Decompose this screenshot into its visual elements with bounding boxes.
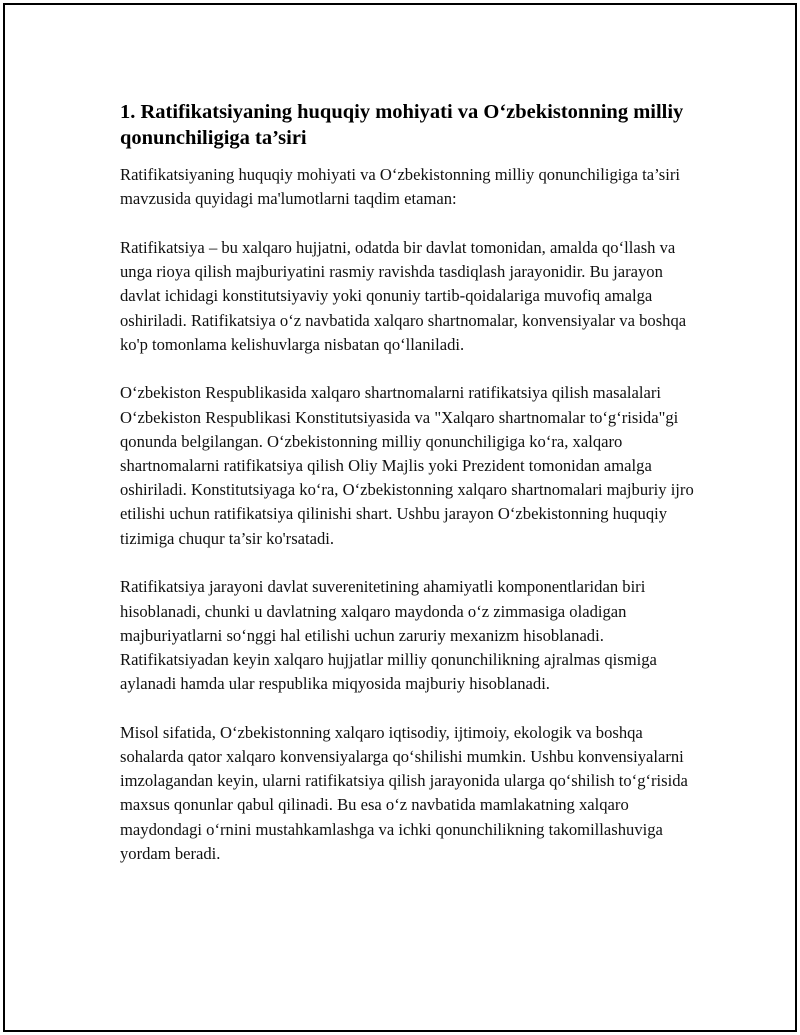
paragraph-legal-basis: O‘zbekiston Respublikasida xalqaro shartnomalarni ratifikatsiya qilish masalalari O‘zbekiston Respublikasi Konstitutsiyasida va "Xalqaro shartnomalar to‘g‘risida"gi qonunda belgilangan. O‘zbekistonning milliy qonunchiligiga ko‘ra, xalqaro shartnomalarni ratifikatsiya qilish Oliy Majlis yoki Prezident tomonidan amalga oshiriladi. Konstitutsiyaga ko‘ra, O‘zbekistonning xalqaro shartnomalari majburiy ijro etilishi uchun ratifikatsiya qilinishi shart. Ushbu jarayon O‘zbekistonning huquqiy tizimiga chuqur ta’sir ko'rsatadi. <box>120 383 694 548</box>
document-body <box>120 99 700 891</box>
paragraph-definition: Ratifikatsiya – bu xalqaro hujjatni, odatda bir davlat tomonidan, amalda qo‘llash va unga rioya qilish majburiyatini rasmiy ravishda tasdiqlash jarayonidir. Bu jarayon davlat ichidagi konstitutsiyaviy yoki qonuniy tartib-qoidalariga muvofiq amalga oshiriladi. Ratifikatsiya o‘z navbatida xalqaro shartnomalar, konvensiyalar va boshqa ko'p tomonlama kelishuvlarga nisbatan qo‘llaniladi. <box>120 237 687 354</box>
paragraph-example: Misol sifatida, O‘zbekistonning xalqaro iqtisodiy, ijtimoiy, ekologik va boshqa sohalarda qator xalqaro konvensiyalarga qo‘shilishi mumkin. Ushbu konvensiyalarni imzolagandan keyin, ularni ratifikatsiya qilish jarayonida ularga qo‘shilish to‘g‘risida maxsus qonunlar qabul qilinadi. Bu esa o‘z navbatida mamlakatning xalqaro maydondagi o‘rnini mustahkamlashga va ichki qonunchilikning takomillashuviga yordam beradi. <box>120 722 688 863</box>
section-heading: 1. Ratifikatsiyaning huquqiy mohiyati va O‘zbekistonning milliy qonunchiligiga ta’siri <box>120 101 684 149</box>
paragraph-sovereignty: Ratifikatsiya jarayoni davlat suverenitetining ahamiyatli komponentlaridan biri hisoblanadi, chunki u davlatning xalqaro maydonda o‘z zimmasiga oladigan majburiyatlarni so‘nggi hal etilishi uchun zaruriy mexanizm hisoblanadi. Ratifikatsiyadan keyin xalqaro hujjatlar milliy qonunchilikning ajralmas qismiga aylanadi hamda ular respublika miqyosida majburiy hisoblanadi. <box>120 577 657 694</box>
page-frame <box>3 3 797 1032</box>
paragraph-intro: Ratifikatsiyaning huquqiy mohiyati va O‘zbekistonning milliy qonunchiligiga ta’siri mavzusida quyidagi ma'lumotlarni taqdim etaman: <box>120 165 680 209</box>
